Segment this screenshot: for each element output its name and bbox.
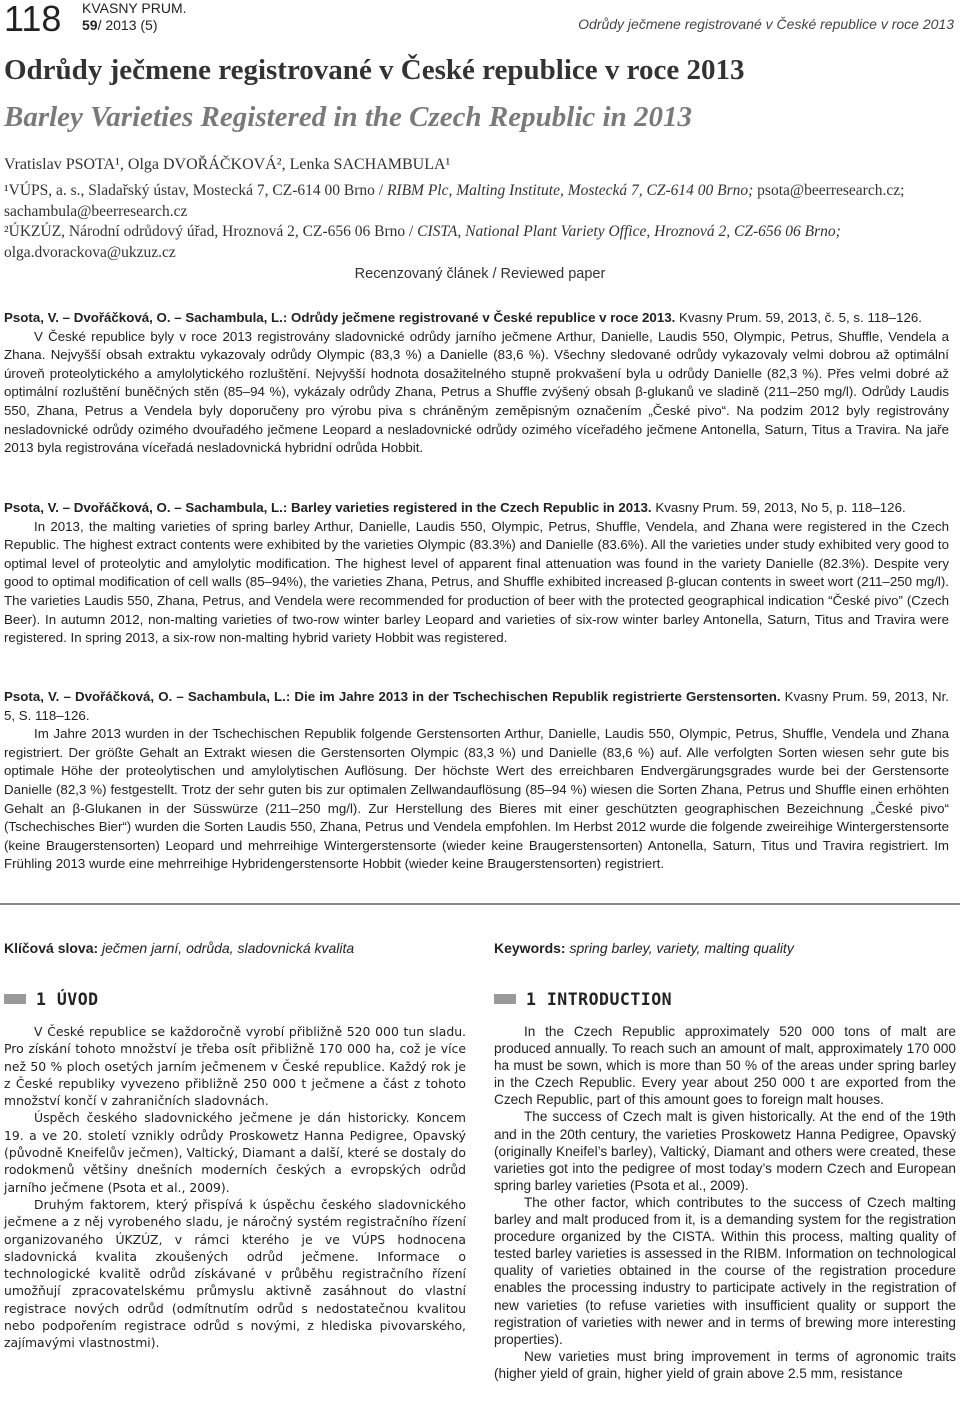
abstract-en — [4, 499, 949, 648]
abstract-cz-reference: Psota, V. – Dvořáčková, O. – Sachambula, L.: Odrůdy ječmene registrované v České republice v roce 2013. — [4, 310, 676, 325]
affiliation-2-email[interactable]: olga.dvorackova@ukzuz.cz — [4, 244, 176, 261]
section-heading-cz — [4, 990, 99, 1009]
abstract-cz — [4, 309, 949, 458]
heading-bar-icon — [494, 994, 516, 1004]
intro-en-paragraph: New varieties must bring improvement in terms of agronomic traits (higher yield of grain, higher yield of grain above 2.5 mm, resistance — [494, 1348, 956, 1381]
journal-volume: 59 — [82, 17, 98, 33]
affiliation-2-cz: ²ÚKZÚZ, Národní odrůdový úřad, Hroznová 2, CZ-656 06 Brno / — [4, 223, 418, 240]
keywords-cz-values: ječmen jarní, odrůda, sladovnická kvalita — [98, 940, 355, 956]
intro-cz-paragraph: Druhým faktorem, který přispívá k úspěchu českého sladovnického ječmene a z něj vyrobeného sladu, je náročný systém registračního řízení organizovaného ÚKZÚZ, v rámci kterého je ve VÚPS hodnocena sladovnická kvalita zkoušených odrůd ječmene. Informace o technologické kvalitě odrůd získávané v průběhu registračního řízení umožňují zpracovatelskému průmyslu aktivně zasáhnout do vlastní registrace nových odrůd (odmítnutím odrůd s nedostatečnou kvalitou nebo podpořením registrace odrůd s novými, z hlediska pivovarského, zajímavými vlastnostmi). — [4, 1196, 466, 1351]
affiliation-1-email[interactable]: psota@beerresearch.cz; sachambula@beerresearch.cz — [4, 182, 905, 220]
abstract-cz-body: V České republice byly v roce 2013 registrovány sladovnické odrůdy jarního ječmene Arthur, Danielle, Laudis 550, Olympic, Petrus, Shuffle, Vendela a Zhana. Nejvyšší obsah extraktu vykazovaly odrůdy Olympic (83,3 %) a Danielle (83,6 %). Všechny sledované odrůdy vykazovaly velmi dobrou až optimální úroveň proteolytického a amylolytického rozluštění. Nejvyšší hodnota dosažitelného stupně prokvašení byla u odrůdy Danielle (82,3 %). Přes velmi dobré až optimální rozluštění buněčných stěn (85–94 %), vykázaly odrůdy Zhana, Petrus a Shuffle zvýšený obsah β-glukanů ve sladině (211–250 mg/l). Odrůdy Laudis 550, Zhana, Petrus a Vendela byly doporučeny pro výrobu piva s chráněným zeměpisným označením „České pivo“. Na podzim 2012 byly registrovány nesladovnické odrůdy ozimého dvouřadého ječmene Leopard a nesladovnické odrůdy ozimého víceřadého ječmene Antonella, Saturn, Titus a Travira. Na jaře 2013 byla registrována víceřadá nesladovnická hybridní odrůda Hobbit. — [4, 328, 949, 456]
authors: Vratislav PSOTA¹, Olga DVOŘÁČKOVÁ², Lenka SACHAMBULA¹ — [4, 156, 451, 173]
page-number: 118 — [4, 0, 62, 39]
section-heading-en-text: 1 INTRODUCTION — [526, 990, 673, 1009]
affiliation-1-cz: ¹VÚPS, a. s., Sladařský ústav, Mostecká 7, CZ-614 00 Brno / — [4, 182, 387, 199]
intro-en-paragraph: The other factor, which contributes to the success of Czech malting barley and malt produced from it, is a demanding system for the registration procedure organized by the CISTA. Within this process, malting quality of tested barley varieties is assessed in the RIBM. Information on technological quality of varieties obtained in the course of the registration procedure enables the processing industry to participate actively in the registration of new varieties (to refuse varieties with insufficient quality or support the registration of varieties with newer and in terms of brewing more interesting properties). — [494, 1194, 956, 1347]
journal-name: KVASNY PRUM. — [82, 0, 187, 16]
intro-cz-paragraph: V České republice se každoročně vyrobí přibližně 520 000 tun sladu. Pro získání tohoto množství je třeba osít přibližně 170 000 ha, což je více než 50 % ploch osetých jarním ječmenem v České republice. Každý rok je z České republiky vyvezeno přibližně 250 000 t ječmene a část z tohoto množství končí v zahraničních sladovnách. — [4, 1024, 466, 1109]
abstract-cz-citation: Kvasny Prum. 59, 2013, č. 5, s. 118–126. — [675, 310, 922, 325]
running-title: Odrůdy ječmene registrované v České republice v roce 2013 — [578, 16, 954, 32]
section-heading-cz-text: 1 ÚVOD — [36, 990, 99, 1009]
keywords-en-values: spring barley, variety, malting quality — [565, 940, 794, 956]
heading-bar-icon — [4, 994, 26, 1004]
journal-issue-rest: / 2013 (5) — [97, 17, 158, 33]
abstract-de-citation: Kvasny Prum. 59, 2013, Nr. 5, S. 118–126. — [4, 689, 949, 723]
page-header — [0, 0, 960, 40]
intro-column-cz — [4, 1023, 466, 1352]
abstract-de — [4, 688, 949, 874]
section-heading-en — [494, 990, 672, 1009]
affiliation-1-en: RIBM Plc, Malting Institute, Mostecká 7, CZ-614 00 Brno; — [386, 182, 754, 199]
intro-en-paragraph: The success of Czech malt is given historically. At the end of the 19th and in the 20th century, the varieties Proskowetz Hanna Pedigree, Opavský (originally Kneifel’s barley), Valtický, Diamant and others were created, these varieties got into the pedigree of most today’s modern Czech and European spring barley varieties (Psota et al., 2009). — [494, 1109, 956, 1193]
keywords-en — [494, 940, 794, 956]
affiliation-2-en: CISTA, National Plant Variety Office, Hroznová 2, CZ-656 06 Brno; — [417, 223, 841, 240]
section-divider — [0, 903, 960, 905]
article-title-cz: Odrůdy ječmene registrované v České republice v roce 2013 — [4, 54, 745, 86]
intro-column-en — [494, 1023, 956, 1382]
intro-cz-paragraph: Úspěch českého sladovnického ječmene je dán historicky. Koncem 19. a ve 20. století vznikly odrůdy Proskowetz Hanna Pedigree, Opavský (původně Kneifelův ječmen), Valtický, Diamant a další, které se dostaly do rodokmenů většiny dnešních moderních českých a evropských odrůd jarního ječmene (Psota et al., 2009). — [4, 1110, 466, 1195]
article-title-en: Barley Varieties Registered in the Czech Republic in 2013 — [4, 101, 692, 133]
keywords-cz — [4, 940, 354, 956]
abstract-de-body: Im Jahre 2013 wurden in der Tschechischen Republik folgende Gerstensorten Arthur, Danielle, Laudis 550, Olympic, Petrus, Shuffle, Vendela und Zhana registriert. Der größte Gehalt an Extrakt wiesen die Gerstensorten Olympic (83,3 %) und Danielle (83,6 %) auf. Alle verfolgten Sorten wiesen sehr gute bis optimale Höhe der proteolytischen und amylolytischen Auflösung. Der höchste Wert des erreichbaren Endvergärungsgrades wurde bei der Gerstensorte Danielle (82,3 %) festgestellt. Trotz der sehr guten bis zur optimalen Zellwandauflösung (85–94 %) wiesen die Sorten Zhana, Petrus und Shuffle einen erhöhten Gehalt an β-Glukanen in der Süsswürze (211–250 mg/l). Zur Herstellung des Bieres mit einer geschützten geographischen Bezeichnung „České pivo“ (Tschechisches Bier“) wurden die Sorten Laudis 550, Zhana, Petrus und Vendela empfohlen. Im Herbst 2012 wurde die folgende zweireihige Wintergerstensorte (keine Braugerstensorten) Leopard und mehrreihige Wintergerstensorte (wieder keine Braugerstensorten) Antonella, Saturn, Titus und Travira registriert. Im Frühling 2013 wurde eine mehrreihige Hybridengerstensorte Hobbit (wieder keine Braugerstensorten) registriert. — [4, 726, 949, 872]
affiliation-1 — [4, 180, 954, 222]
abstract-en-citation: Kvasny Prum. 59, 2013, No 5, p. 118–126. — [651, 500, 906, 515]
reviewed-paper-label: Recenzovaný článek / Reviewed paper — [354, 266, 606, 282]
abstract-en-reference: Psota, V. – Dvořáčková, O. – Sachambula, L.: Barley varieties registered in the Czech Republic in 2013. — [4, 500, 652, 515]
affiliation-2 — [4, 221, 954, 263]
abstract-en-body: In 2013, the malting varieties of spring barley Arthur, Danielle, Laudis 550, Olympic, Petrus, Shuffle, Vendela, and Zhana were registered in the Czech Republic. The highest extract contents were exhibited by the varieties Olympic (83.3%) and Danielle (83.6%). All the varieties under study exhibited very good to optimal level of proteolytic and amylolytic modification. The highest level of apparent final attenuation was found in the variety Danielle (82.3%). Despite very good to optimal modification of cell walls (85–94%), the varieties Zhana, Petrus, and Shuffle exhibited increased β-glucan contents in sweet wort (211–250 mg/l). The varieties Laudis 550, Zhana, Petrus, and Vendela were recommended for production of beer with the protected geographical indication “České pivo” (Czech Beer). In autumn 2012, non-malting varieties of two-row winter barley Leopard and varieties of six-row winter barley Antonella, Saturn, Titus and Travira were registered. In spring 2013, a six-row non-malting hybrid variety Hobbit was registered. — [4, 518, 949, 646]
intro-en-paragraph: In the Czech Republic approximately 520 000 tons of malt are produced annually. To reach such an amount of malt, approximately 170 000 ha must be sown, which is more than 50 % of the areas under spring barley in the Czech Republic. Every year about 250 000 t are exported from the Czech Republic, part of this amount goes to foreign malt houses. — [494, 1024, 956, 1108]
abstract-de-reference: Psota, V. – Dvořáčková, O. – Sachambula, L.: Die im Jahre 2013 in der Tschechischen Republik registrierte Gerstensorten. — [4, 689, 781, 704]
journal-issue — [82, 17, 158, 33]
keywords-en-label: Keywords: — [494, 940, 566, 956]
keywords-cz-label: Klíčová slova: — [4, 940, 99, 956]
